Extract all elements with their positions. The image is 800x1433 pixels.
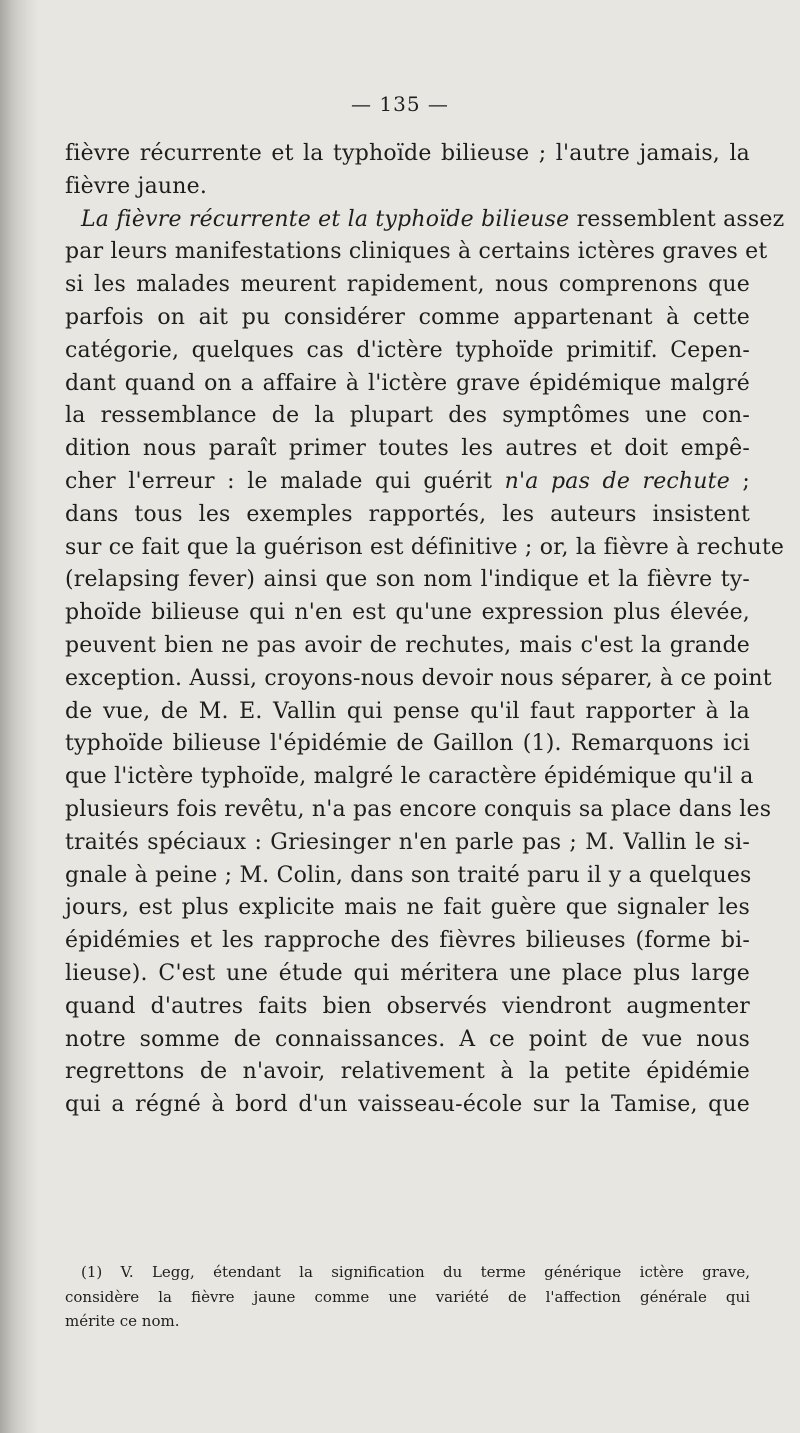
text-fragment: ; [729,468,750,494]
text-line: fièvre jaune. [65,173,208,199]
footnote [65,1260,750,1334]
text-fragment: ressemblent assez [569,206,785,232]
text-line: jours, est plus explicite mais ne fait guère que signaler les [65,895,750,921]
text-line: qui a régné à bord d'un vaisseau-école sur la Tamise, que [65,1092,750,1118]
text-line: la ressemblance de la plupart des symptômes une con- [65,403,750,429]
text-line: parfois on ait pu considérer comme appartenant à cette [65,304,750,330]
body-text [65,138,785,1122]
text-line: dition nous paraît primer toutes les autres et doit empê- [65,436,750,462]
footnote-line: considère la fièvre jaune comme une variété de l'affection générale qui [65,1287,750,1306]
text-line: sur ce fait que la guérison est définitive ; or, la fièvre à rechute [65,534,785,560]
text-line: (relapsing fever) ainsi que son nom l'indique et la fièvre ty- [65,567,750,593]
text-line: que l'ictère typhoïde, malgré le caractère épidémique qu'il a [65,764,754,790]
text-line: gnale à peine ; M. Colin, dans son traité paru il y a quelques [65,862,752,888]
text-line: quand d'autres faits bien observés viendront augmenter [65,993,750,1019]
text-line: peuvent bien ne pas avoir de rechutes, mais c'est la grande [65,632,750,658]
footnote-line: mérite ce nom. [65,1312,180,1330]
text-line: plusieurs fois revêtu, n'a pas encore conquis sa place dans les [65,796,772,822]
text-line [65,204,785,237]
text-line: lieuse). C'est une étude qui méritera une place plus large [65,960,750,986]
text-line: épidémies et les rapproche des fièvres bilieuses (forme bi- [65,928,750,954]
text-line: dant quand on a affaire à l'ictère grave épidémique malgré [65,370,750,396]
text-line: regrettons de n'avoir, relativement à la petite épidémie [65,1059,750,1085]
text-line: exception. Aussi, croyons-nous devoir nous séparer, à ce point [65,665,772,691]
italic-phrase: n'a pas de rechute [504,468,730,494]
footnote-line: (1) V. Legg, étendant la signification du terme générique ictère grave, [81,1263,750,1281]
text-line [65,466,750,499]
text-fragment: cher l'erreur : le malade qui guérit [65,468,505,494]
text-line: phoïde bilieuse qui n'en est qu'une expression plus élevée, [65,600,750,626]
text-line: par leurs manifestations cliniques à certains ictères graves et [65,239,768,265]
text-line: dans tous les exemples rapportés, les auteurs insistent [65,501,750,527]
page-number: — 135 — [351,92,449,116]
text-line: si les malades meurent rapidement, nous comprenons que [65,272,750,298]
text-line: notre somme de connaissances. A ce point de vue nous [65,1026,750,1052]
text-line: fièvre récurrente et la typhoïde bilieuse ; l'autre jamais, la [65,141,750,166]
italic-phrase: La fièvre récurrente et la typhoïde bilieuse [81,206,570,232]
page-binding-edge [0,0,38,1433]
text-line: de vue, de M. E. Vallin qui pense qu'il faut rapporter à la [65,698,750,724]
text-line: typhoïde bilieuse l'épidémie de Gaillon (1). Remarquons ici [65,731,750,757]
text-line: catégorie, quelques cas d'ictère typhoïde primitif. Cepen- [65,337,750,363]
text-line: traités spéciaux : Griesinger n'en parle pas ; M. Vallin le si- [65,829,750,855]
